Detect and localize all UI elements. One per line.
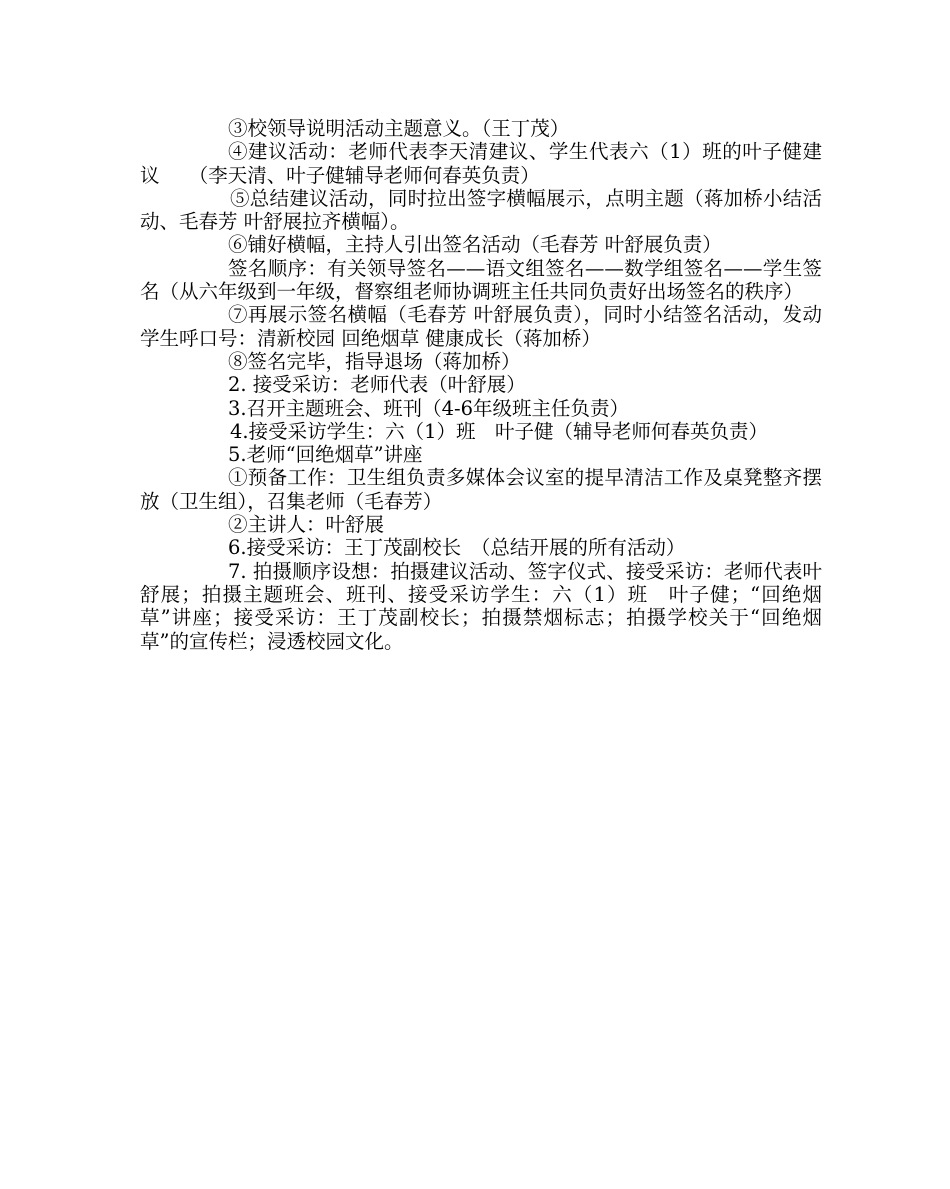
paragraph-3: ⑤总结建议活动，同时拉出签字横幅展示，点明主题（蒋加桥小结活动、毛春芳 叶舒展拉齐横幅）。 bbox=[140, 186, 822, 234]
paragraph-8: 2. 接受采访：老师代表（叶舒展） bbox=[228, 373, 526, 397]
paragraph-15: 7. 拍摄顺序设想：拍摄建议活动、签字仪式、接受采访：老师代表叶舒展；拍摄主题班会、班刊、接受采访学生：六（1）班 叶子健；“回绝烟草”讲座；接受采访：王丁茂副校长；拍摄禁烟标志；拍摄学校关于“回绝烟草”的宣传栏；浸透校园文化。 bbox=[140, 559, 822, 653]
paragraph-2: ④建议活动：老师代表李天清建议、学生代表六（1）班的叶子健建议 （李天清、叶子健辅导老师何春英负责） bbox=[140, 140, 822, 187]
paragraph-1: ③校领导说明活动主题意义。（王丁茂） bbox=[228, 117, 570, 140]
paragraph-14: 6.接受采访：王丁茂副校长 （总结开展的所有活动） bbox=[228, 536, 686, 560]
paragraph-9: 3.召开主题班会、班刊（4-6年级班主任负责） bbox=[228, 396, 630, 420]
paragraph-7: ⑧签名完毕，指导退场（蒋加桥） bbox=[228, 349, 521, 373]
paragraph-11: 5.老师“回绝烟草”讲座 bbox=[228, 443, 423, 467]
paragraph-6: ⑦再展示签名横幅（毛春芳 叶舒展负责），同时小结签名活动，发动学生呼口号：清新校园 回绝烟草 健康成长（蒋加桥） bbox=[140, 303, 822, 350]
paragraph-12: ①预备工作：卫生组负责多媒体会议室的提早清洁工作及桌凳整齐摆放（卫生组），召集老师（毛春芳） bbox=[140, 466, 822, 513]
document-body bbox=[140, 117, 822, 653]
paragraph-13: ②主讲人：叶舒展 bbox=[228, 513, 385, 537]
paragraph-5: 签名顺序：有关领导签名——语文组签名——数学组签名——学生签名（从六年级到一年级，督察组老师协调班主任共同负责好出场签名的秩序） bbox=[140, 256, 822, 304]
paragraph-10: 4.接受采访学生：六（1）班 叶子健（辅导老师何春英负责） bbox=[230, 419, 769, 443]
paragraph-4: ⑥铺好横幅，主持人引出签名活动（毛春芳 叶舒展负责） bbox=[228, 233, 722, 257]
